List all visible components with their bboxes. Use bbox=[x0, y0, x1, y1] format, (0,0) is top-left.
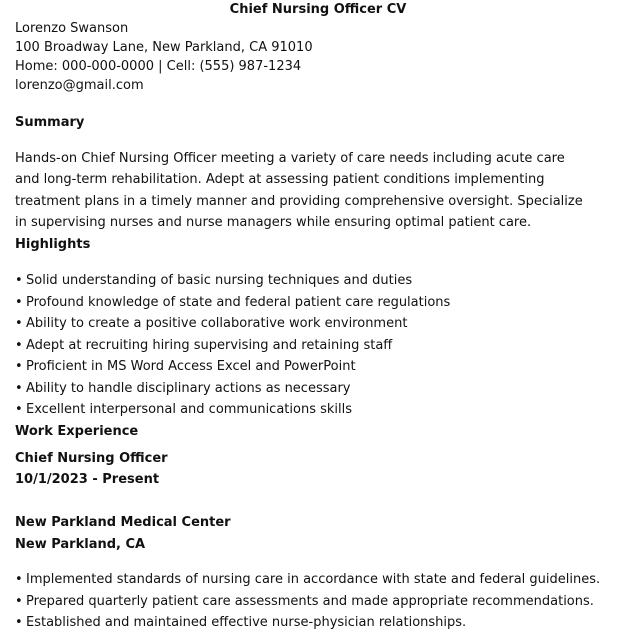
list-item bbox=[15, 378, 450, 400]
list-item bbox=[15, 612, 600, 634]
bullet-icon: • bbox=[15, 402, 23, 417]
duty-text: Established and maintained effective nurse-physician relationships. bbox=[26, 615, 467, 630]
bullet-icon: • bbox=[15, 316, 23, 331]
highlights-heading: Highlights bbox=[15, 237, 91, 252]
highlight-text: Solid understanding of basic nursing techniques and duties bbox=[26, 273, 413, 288]
bullet-icon: • bbox=[15, 359, 23, 374]
list-item bbox=[15, 569, 600, 591]
duty-text: Prepared quarterly patient care assessments and made appropriate recommendations. bbox=[26, 593, 594, 609]
highlight-text: Profound knowledge of state and federal patient care regulations bbox=[26, 294, 451, 310]
highlight-text: Adept at recruiting hiring supervising and retaining staff bbox=[26, 337, 393, 353]
bullet-icon: • bbox=[15, 337, 23, 353]
highlight-text: Proficient in MS Word Access Excel and PowerPoint bbox=[26, 359, 356, 374]
bullet-icon: • bbox=[15, 273, 23, 288]
job-position: Chief Nursing Officer bbox=[15, 451, 168, 466]
document-title: Chief Nursing Officer CV bbox=[229, 2, 407, 17]
list-item bbox=[15, 313, 450, 335]
contact-address: 100 Broadway Lane, New Parkland, CA 91010 bbox=[15, 40, 313, 55]
highlight-text: Ability to handle disciplinary actions as necessary bbox=[26, 380, 351, 396]
list-item bbox=[15, 356, 450, 378]
highlights-list bbox=[15, 270, 450, 421]
job-location: New Parkland, CA bbox=[15, 537, 146, 552]
contact-name: Lorenzo Swanson bbox=[15, 21, 129, 36]
job-duties-list bbox=[15, 569, 600, 634]
contact-phones: Home: 000-000-0000 | Cell: (555) 987-1234 bbox=[15, 59, 302, 74]
work-experience-heading: Work Experience bbox=[15, 424, 139, 439]
job-dates: 10/1/2023 - Present bbox=[15, 472, 160, 487]
list-item bbox=[15, 292, 450, 314]
job-employer: New Parkland Medical Center bbox=[15, 515, 231, 530]
highlight-text: Excellent interpersonal and communications skills bbox=[26, 402, 353, 417]
bullet-icon: • bbox=[15, 294, 23, 310]
bullet-icon: • bbox=[15, 380, 23, 396]
bullet-icon: • bbox=[15, 615, 23, 630]
list-item bbox=[15, 270, 450, 292]
list-item bbox=[15, 335, 450, 357]
bullet-icon: • bbox=[15, 572, 23, 587]
highlight-text: Ability to create a positive collaborative work environment bbox=[26, 316, 408, 331]
bullet-icon: • bbox=[15, 593, 23, 609]
contact-email: lorenzo@gmail.com bbox=[15, 78, 144, 93]
list-item bbox=[15, 399, 450, 421]
summary-text: Hands-on Chief Nursing Officer meeting a variety of care needs including acute care and long-term rehabilitation. Adept at assessing patient conditions implementing treatment plans in a timely manner and providing comprehensive oversight. Specialize in supervising nurses and nurse managers while ensuring optimal patient care. bbox=[15, 151, 583, 230]
list-item bbox=[15, 591, 600, 613]
duty-text: Implemented standards of nursing care in accordance with state and federal guidelines. bbox=[26, 572, 601, 587]
summary-heading: Summary bbox=[15, 115, 85, 130]
